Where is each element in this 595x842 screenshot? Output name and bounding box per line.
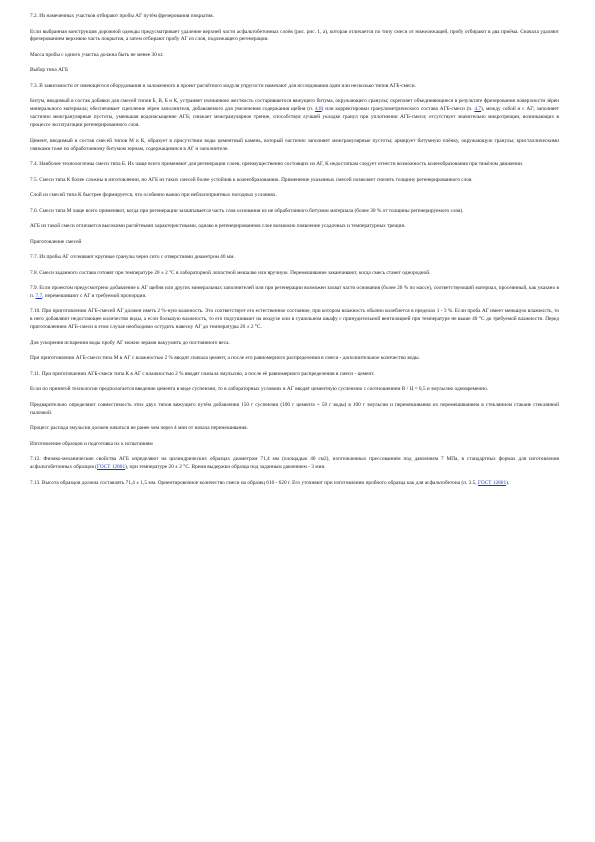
paragraph: 7.5. Смеси типа К более сложны в изготовлении, но АГБ из таких смесей более устойчив к колееобразованию. Применение указанных смесей позволяет снизить толщину регенерированного слоя.	[30, 176, 473, 183]
paragraph: Предварительно определяют совместимость этих двух типов вяжущего путём добавления 150 г суспензии (100 г цемента + 50 г воды) в 100 г эмульсии и перемешивания их перемешиванием в стеклянном стакане стеклянной палочкой.	[30, 401, 559, 416]
paragraph	[30, 285, 559, 301]
paragraph: Процесс распада эмульсии должен начаться не ранее чем через 4 мин от начала перемешивания.	[30, 425, 248, 432]
reference-link[interactable]: ГОСТ 12801	[96, 464, 126, 471]
reference-link[interactable]: ГОСТ 12801	[477, 479, 507, 486]
paragraph-text: ), при температуре 20 ± 2 °С. Время выдержки образца под заданным давлением - 3 мин.	[125, 464, 326, 471]
paragraph-text: 7.13. Высота образцов должна составлять 71,4 ± 1,5 мм. Ориентировочное количество смеси на образец 610 - 620 г. Его уточняют при изготовлении пробного образца как для асфальтобетона (п. 3.5,	[30, 479, 478, 486]
reference-link[interactable]: 4.8	[315, 106, 322, 113]
reference-link[interactable]: 4.7	[474, 106, 482, 113]
paragraph: 7.4. Наиболее технологичны смеси типа Б. Их чаще всего применяют для регенерации слоев, преимущественно состоящих из АГ, К недостаткам следует отнести возможность колееобразования при тяжёлом движении.	[30, 161, 524, 168]
paragraph-text: ), между собой и с АГ; заполняет частично межгранулярные пустоты, уменьшая водонасыщение АГБ; снижает межгранулярное трение, способствуя лучшей укладке гранул при уплотнении АГБ-смеси; отсутствует значительно микротрещин, возникающих в процессе эксплуатации регенерированного слоя.	[30, 106, 559, 129]
paragraph: 7.6. Смеси типа М чаще всего применяют, когда при регенерации захватывается часть слоя основания из не обработанного битумом материала (более 30 % от толщины регенерируемого слоя).	[30, 207, 464, 214]
paragraph	[30, 98, 559, 130]
paragraph: 7.11. При приготовлении АГБ-смеси типа К в АГ с влажностью 2 % вводят сначала эмульсию, а после её равномерного распределения в смеси - цемент.	[30, 370, 375, 377]
paragraph-text: Битум, вводимый в состав добавки для смесей типов Б, В, Б и К, устраняет излишнюю жесткость состарившегося вяжущего битума, окружающего гранулы; скрепляет объединяющиеся в результате фрезерования поверхности зёрен минерального материала; обеспечивает сцепление зёрен заполнителя, добавляемого для увеличения содержания щебня (п.	[30, 98, 559, 113]
paragraph: 7.2. Из намеченных участков отбирают пробы АГ путём фрезерования покрытия.	[30, 13, 214, 19]
paragraph	[30, 456, 559, 472]
section-heading: Выбор типа АГБ	[30, 67, 68, 74]
paragraph	[30, 480, 559, 488]
paragraph: 7.3. В зависимости от имеющегося оборудования и заложенного в проект расчётного модуля упругости намечают для исследования один или несколько типов АГБ-смеси.	[30, 82, 416, 89]
paragraph: При приготовлении АГБ-смеси типа М в АГ с влажностью 2 % вводят сначала цемент, а после его равномерного распределения в смеси - дополнительное количество воды.	[30, 355, 420, 362]
paragraph: 7.10. При приготовлении АГБ-смесей АГ должен иметь 2 %-ную влажность. Это соответствует его естественное состояние, при котором влажность обычно колеблется в пределах 1 - 3 %. Если проба АГ имеет меньшую влажность, то в него добавляют недостающее количество воды, а если большую влажность, то его подсушивают на воздухе или в сушильном шкафу с принудительной вентиляцией при температуре не выше 40 °С до требуемой влажности. Перед приготовлением АГБ-смеси в этом случае необходимо остудить навеску АГ до температуры 20 ± 2 °С.	[30, 308, 559, 331]
section-heading: Приготовление смесей	[30, 238, 82, 245]
paragraph: 7.7. Из пробы АГ отсеивают крупные гранулы через сито с отверстиями диаметром 40 мм.	[30, 254, 235, 261]
paragraph: 7.8. Смеси заданного состава готовят при температуре 20 ± 2 °С в лабораторной лопастной мешалке или вручную. Перемешивание заканчивают, когда смесь станет однородной.	[30, 269, 431, 276]
paragraph: Цемент, вводимый в состав смесей типов М и К, образует в присутствии воды цементный камень, который частично заполняет межгранулярные пустоты; армирует битумную плёнку, окружающую гранулы; кристаллическими связками тоже по обработанному битумом зернам, содержащимися в АГ и заполнителе.	[30, 137, 559, 152]
paragraph: Слой из смесей типа К быстрее формируется, что особенно важно при неблагоприятных погодных условиях.	[30, 192, 277, 199]
paragraph-text: ) или корректировки гранулометрического состава АГБ-смеси (п.	[321, 106, 475, 113]
paragraph-text: ).	[506, 479, 510, 486]
paragraph: Если по принятой технологии предполагается введение цемента в виде суспензии, то в лабораторных условиях в АГ вводят цементную суспензию с соотношением В / Ц = 0,5 и эмульсию одновременно.	[30, 386, 489, 393]
paragraph: Масса пробы с одного участка должна быть не менее 30 кг.	[30, 51, 164, 58]
paragraph-text: 7.9. Если проектом предусмотрено добавление к АГ щебня или других минеральных заполнителей или при регенерации возможен захват части основания (более 20 % по массе), соответствующий материал, просеянный, как указано в п.	[30, 285, 559, 299]
paragraph-text: , перемешивают с АГ в требуемой пропорции.	[42, 292, 147, 299]
section-heading: Изготовление образцов и подготовка их к испытаниям	[30, 440, 153, 447]
paragraph-text: 7.12. Физико-механические свойства АГБ определяют на цилиндрических образцах диаметром 71,4 мм (площадью 40 см2), изготовленных прессованием под давлением 7 МПа, в стандартных формах для изготовления асфальтобетонных образцов (	[30, 456, 559, 471]
paragraph: АГБ из такой смеси отличается высокими расчётными характеристиками, однако в регенерированном слое возможно появление усадочных и температурных трещин.	[30, 223, 406, 230]
paragraph: Если выбранная конструкция дорожной одежды предусматривает удаление верхней части асфальтобетонных слоёв (рис. рис. 1, а), которая отличается по типу смеси от нижележащей, пробу отбирают в два приёма. Сначала удаляют фрезерованием верхнюю часть покрытия, а затем отбирают пробу АГ из слоя, подлежащего регенерации.	[30, 28, 559, 43]
paragraph: Для ускорения испарения воды пробу АГ можно зерами вакуумить до постоянного веса.	[30, 339, 230, 346]
reference-link[interactable]: 7.7	[35, 292, 43, 299]
